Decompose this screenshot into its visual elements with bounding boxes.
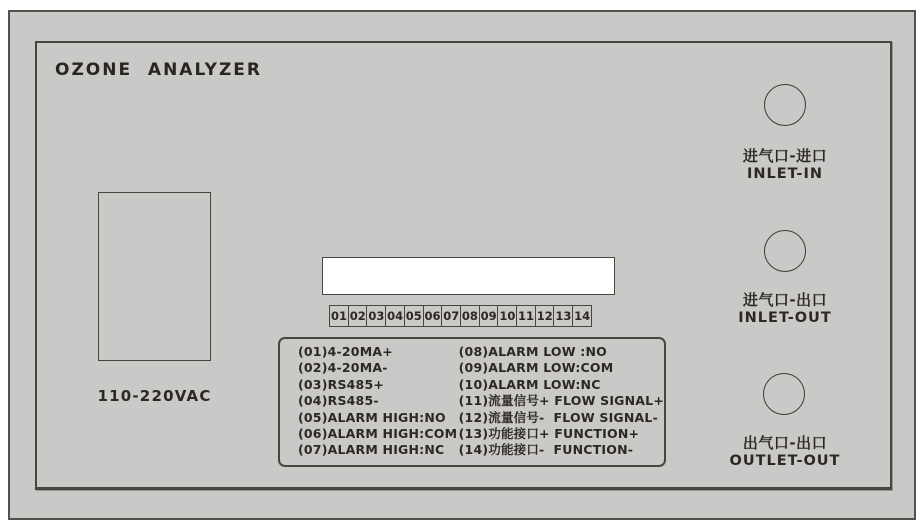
legend-line-06: (06)ALARM HIGH:COM [298, 426, 458, 442]
legend-line-08: (08)ALARM LOW :NO [458, 344, 607, 359]
terminal-cell-12: 12 [535, 305, 555, 327]
legend-line-11: (11)流量信号+ FLOW SIGNAL+ [458, 393, 664, 409]
panel-title: OZONE ANALYZER [55, 60, 262, 80]
legend-line-12: (12)流量信号- FLOW SIGNAL- [458, 409, 658, 425]
legend-line-04: (04)RS485- [298, 393, 379, 409]
terminal-cell-13: 13 [553, 305, 573, 327]
legend-column-right [459, 344, 664, 465]
inlet-in-label-en: INLET-IN [747, 166, 823, 182]
outlet-out-label-zh: 出气口-出口 [742, 434, 828, 452]
terminal-cell-07: 07 [441, 305, 461, 327]
legend-column-left [298, 344, 459, 465]
legend-line-02: (02)4-20MA- [298, 360, 388, 376]
terminal-cell-05: 05 [404, 305, 424, 327]
power-inlet-cutout [98, 192, 211, 361]
inlet-in-port-circle [764, 84, 806, 126]
inlet-out-port-label [700, 291, 870, 327]
inlet-out-label-en: INLET-OUT [738, 310, 832, 326]
terminal-cell-08: 08 [460, 305, 480, 327]
terminal-cell-02: 02 [348, 305, 368, 327]
terminal-number-row [329, 305, 592, 327]
legend-line-10: (10)ALARM LOW:NC [458, 376, 601, 392]
inlet-in-port-label [700, 147, 870, 183]
legend-line-07: (07)ALARM HIGH:NC [298, 442, 445, 458]
terminal-cell-10: 10 [497, 305, 517, 327]
terminal-function-legend [278, 337, 666, 467]
terminal-cell-01: 01 [329, 305, 349, 327]
terminal-cell-04: 04 [385, 305, 405, 327]
inlet-out-port-circle [764, 230, 806, 272]
legend-line-13: (13)功能接口+ FUNCTION+ [458, 426, 640, 442]
legend-line-14: (14)功能接口- FUNCTION- [458, 442, 634, 458]
legend-line-09: (09)ALARM LOW:COM [458, 360, 614, 376]
legend-line-01: (01)4-20MA+ [298, 344, 393, 359]
outlet-out-label-en: OUTLET-OUT [729, 453, 841, 469]
terminal-cell-06: 06 [423, 305, 443, 327]
terminal-strip-slot [322, 257, 615, 295]
inlet-out-label-zh: 进气口-出口 [742, 291, 828, 309]
legend-line-05: (05)ALARM HIGH:NO [298, 409, 446, 425]
outlet-out-port-circle [763, 373, 805, 415]
inlet-in-label-zh: 进气口-进口 [742, 147, 828, 165]
outlet-out-port-label [700, 434, 870, 470]
terminal-cell-09: 09 [479, 305, 499, 327]
power-voltage-label: 110-220VAC [97, 387, 212, 405]
terminal-cell-11: 11 [516, 305, 536, 327]
legend-line-03: (03)RS485+ [298, 376, 385, 392]
terminal-cell-14: 14 [572, 305, 592, 327]
terminal-cell-03: 03 [366, 305, 386, 327]
